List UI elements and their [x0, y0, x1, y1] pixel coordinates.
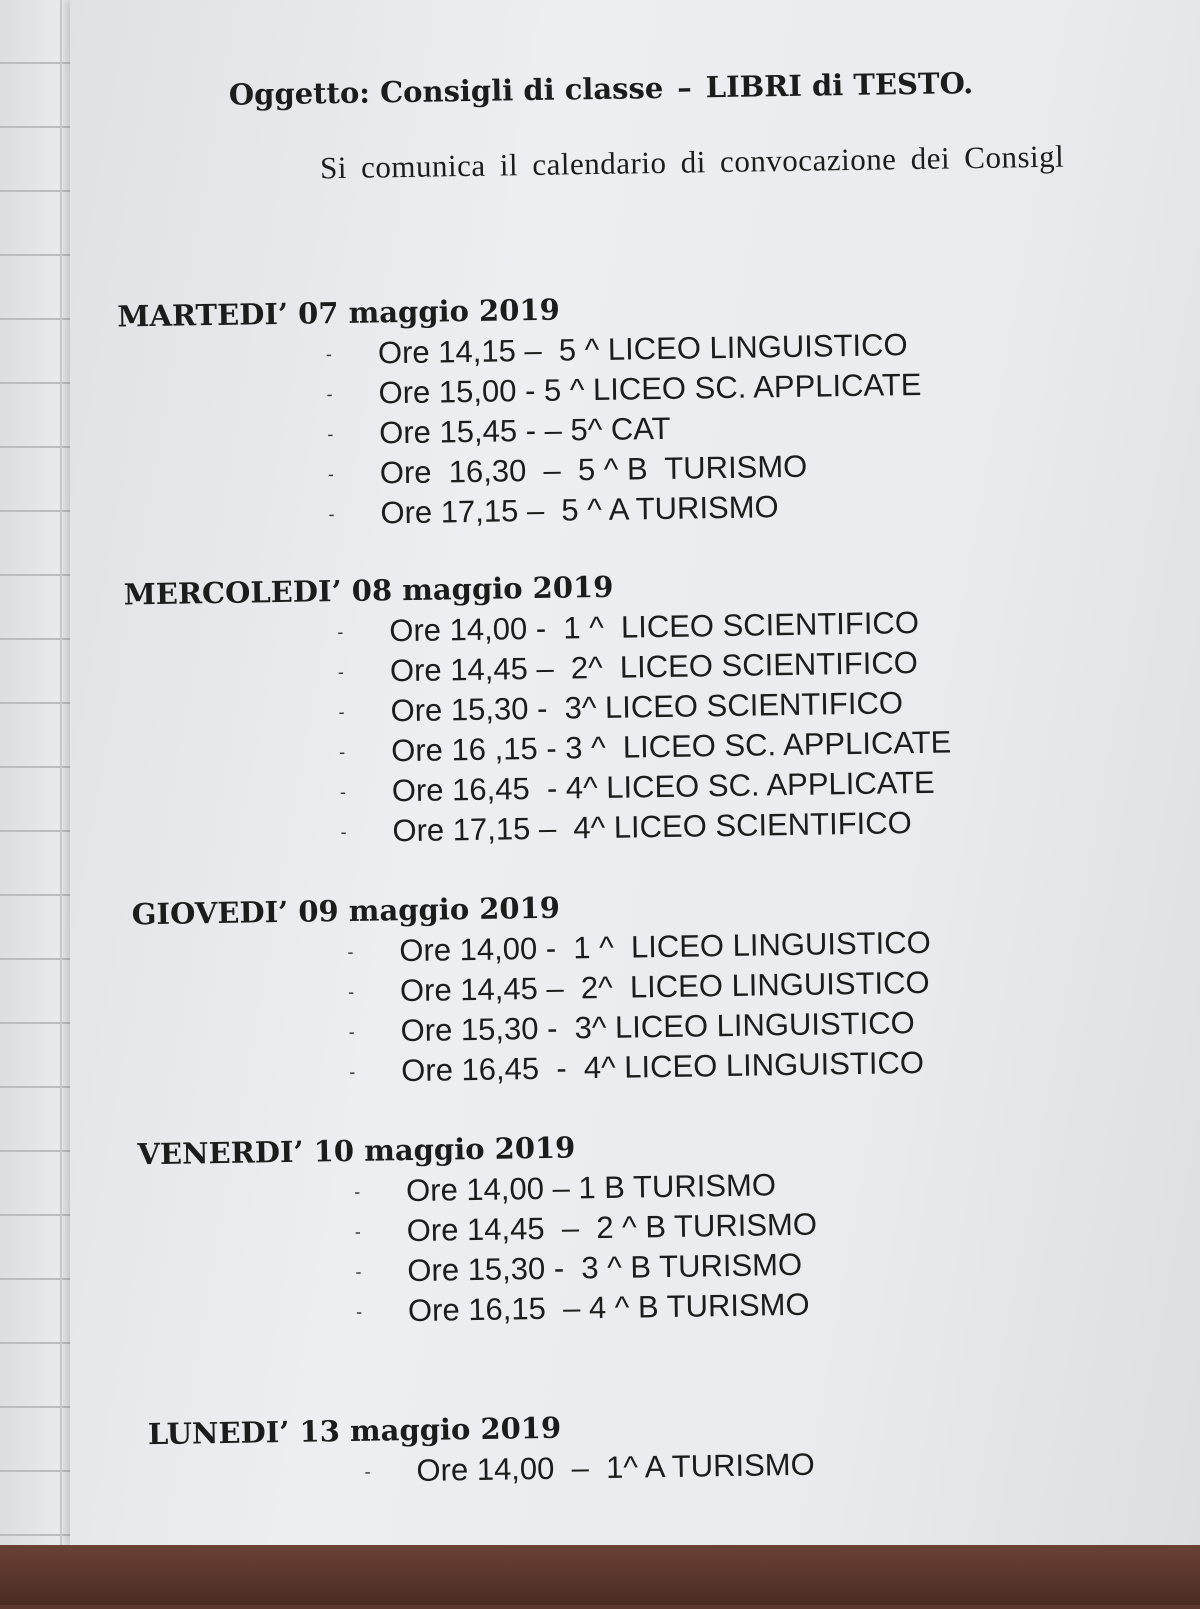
subject-label: Oggetto: Consigli di classe [228, 70, 664, 112]
entry-text: Ore 17,15 – 4^ LICEO SCIENTIFICO [392, 805, 912, 849]
day-title: MARTEDI’ 07 maggio 2019 [117, 292, 560, 334]
bullet-dash: - [339, 781, 346, 803]
list-item [349, 1043, 933, 1091]
entry-text: Ore 14,45 – 2^ LICEO LINGUISTICO [399, 964, 930, 1009]
entry-text: Ore 14,00 – 1 B TURISMO [405, 1167, 777, 1209]
subject-line [229, 66, 974, 112]
day-section [10, 1401, 1200, 1488]
bullet-dash: - [338, 702, 345, 723]
day-title: LUNEDI’ 13 maggio 2019 [147, 1410, 562, 1452]
entry-text: Ore 14,00 - 1 ^ LICEO SCIENTIFICO [389, 604, 920, 649]
entry-text: Ore 14,45 – 2 ^ B TURISMO [406, 1206, 818, 1249]
list-item [340, 802, 953, 851]
bullet-dash: - [349, 1061, 356, 1082]
bullet-dash: - [327, 464, 335, 485]
list-item [355, 1285, 819, 1331]
entry-list [325, 325, 924, 534]
entry-text: Ore 15,00 - 5 ^ LICEO SC. APPLICATE [378, 366, 922, 411]
bullet-dash: - [328, 504, 335, 525]
bullet-dash: - [347, 941, 354, 962]
day-title: GIOVEDI’ 09 maggio 2019 [131, 890, 561, 932]
entry-list [364, 1445, 815, 1491]
bullet-dash: - [325, 344, 333, 365]
day-section [5, 1121, 1200, 1329]
list-item [353, 1165, 817, 1211]
day-section [1, 881, 1200, 1089]
bullet-dash: - [354, 1221, 361, 1242]
table-surface [0, 1545, 1200, 1605]
intro-text: Si comunica il calendario di convocazione dei Consigl [319, 138, 1065, 186]
entry-list [337, 602, 953, 851]
day-title: MERCOLEDI’ 08 maggio 2019 [123, 569, 614, 612]
bullet-dash: - [326, 384, 333, 405]
entry-text: Ore 15,45 - – 5^ CAT [378, 410, 671, 451]
entry-text: Ore 14,00 – 1^ A TURISMO [416, 1446, 815, 1488]
bullet-dash: - [355, 1301, 363, 1322]
entry-text: Ore 16,15 – 4 ^ B TURISMO [407, 1286, 810, 1329]
entry-text: Ore 14,00 - 1 ^ LICEO LINGUISTICO [399, 924, 931, 969]
bullet-dash: - [348, 1021, 355, 1042]
bullet-dash: - [337, 662, 345, 683]
subject-topic: LIBRI di TESTO. [705, 66, 974, 105]
list-item [354, 1205, 818, 1251]
entry-text: Ore 16 ,15 - 3 ^ LICEO SC. APPLICATE [390, 724, 952, 769]
day-section [0, 561, 1196, 849]
bullet-dash: - [364, 1461, 371, 1482]
bullet-dash: - [340, 821, 347, 843]
bullet-dash: - [353, 1181, 361, 1202]
entry-list [347, 923, 933, 1091]
entry-text: Ore 15,30 - 3^ LICEO SCIENTIFICO [390, 685, 904, 729]
day-section [0, 283, 1192, 531]
list-item [328, 485, 923, 534]
entry-text: Ore 14,15 – 5 ^ LICEO LINGUISTICO [377, 327, 908, 371]
day-title: VENERDI’ 10 maggio 2019 [137, 1130, 576, 1172]
list-item [364, 1445, 815, 1491]
entry-text: Ore 16,45 - 4^ LICEO SC. APPLICATE [391, 764, 935, 809]
bullet-dash: - [337, 622, 344, 643]
subject-separator: – [676, 70, 693, 105]
entry-text: Ore 16,45 - 4^ LICEO LINGUISTICO [400, 1044, 925, 1089]
entry-text: Ore 15,30 - 3^ LICEO LINGUISTICO [400, 1005, 915, 1049]
entry-text: Ore 14,45 – 2^ LICEO SCIENTIFICO [389, 644, 919, 689]
entry-text: Ore 16,30 – 5 ^ B TURISMO [379, 448, 808, 491]
list-item [355, 1245, 818, 1291]
bullet-dash: - [347, 981, 355, 1002]
bullet-dash: - [339, 741, 346, 763]
bullet-dash: - [355, 1261, 362, 1282]
entry-list [353, 1165, 819, 1331]
bullet-dash: - [327, 424, 334, 445]
entry-text: Ore 17,15 – 5 ^ A TURISMO [380, 489, 779, 531]
entry-text: Ore 15,30 - 3 ^ B TURISMO [407, 1246, 803, 1289]
